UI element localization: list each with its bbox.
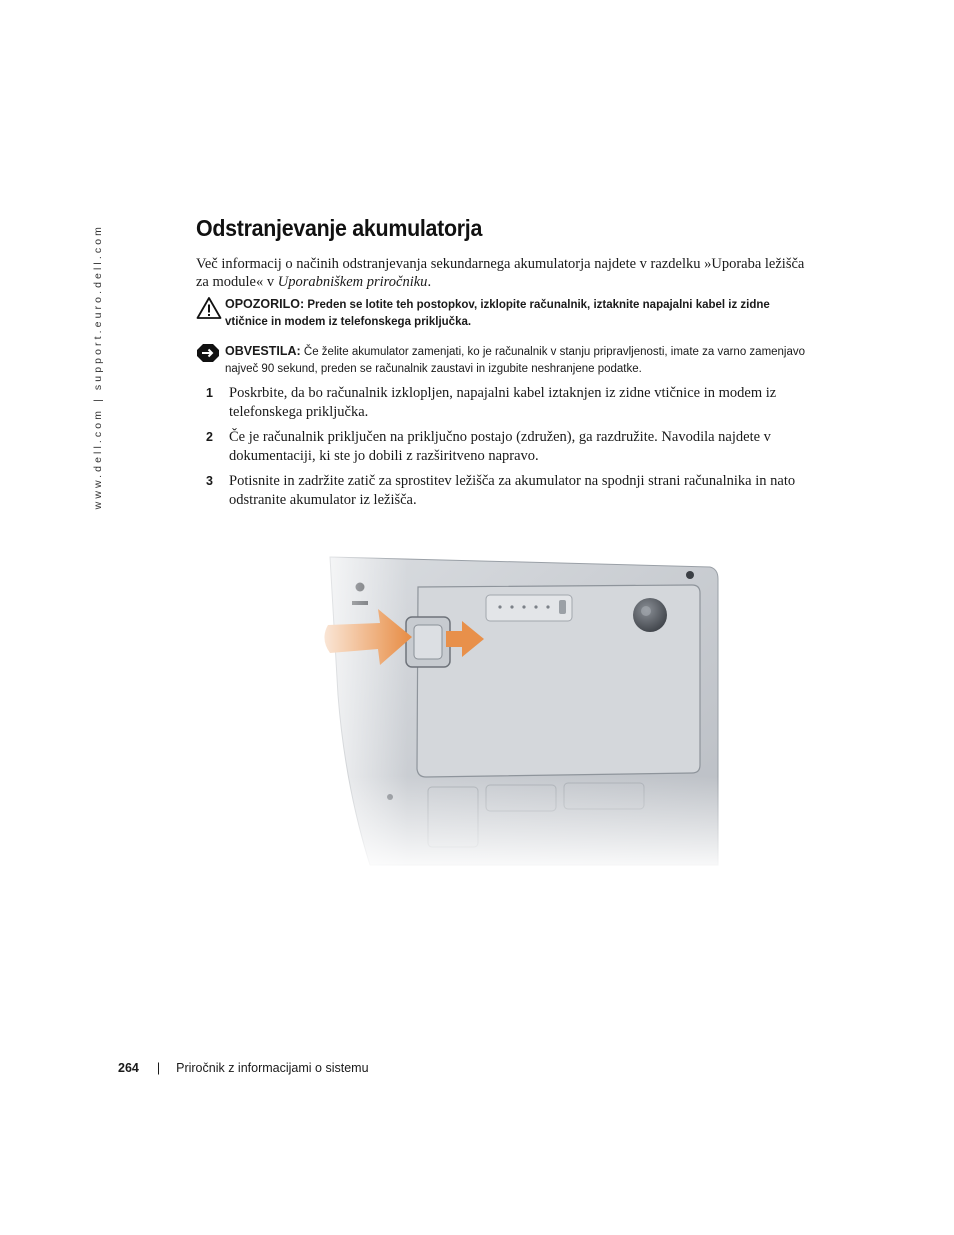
steps-list (196, 384, 814, 510)
step-text: Potisnite in zadržite zatič za sprostitev ležišča za akumulator na spodnji strani računalnika in nato odstranite akumulator iz ležišča. (229, 473, 796, 508)
notice-text: Če želite akumulator zamenjati, ko je računalnik v stanju pripravljenosti, imate za varno zamenjavo največ 90 sekund, preden se računalnik zaustavi in izgubite neshranjene podatke. (225, 346, 806, 375)
intro-text: Več informacij o načinih odstranjevanja sekundarnega akumulatorja najdete v razdelku »Uporaba ležišča za module« v (196, 256, 805, 290)
notice-stop-icon (196, 343, 220, 368)
page-number: 264 (118, 1061, 139, 1075)
list-item (196, 472, 814, 510)
step-text: Če je računalnik priključen na priključno postajo (združen), ga razdružite. Navodila najdete v dokumentaciji, ki ste jo dobili z razširitveno napravo. (229, 429, 771, 464)
manual-title: Priročnik z informacijami o sistemu (176, 1061, 369, 1075)
step-text: Poskrbite, da bo računalnik izklopljen, napajalni kabel iztaknjen iz zidne vtičnice in modem iz telefonskega priključka. (229, 385, 777, 420)
intro-paragraph (196, 255, 808, 291)
sidebar-url: www.dell.com | support.euro.dell.com (92, 224, 104, 510)
step-number: 1 (206, 386, 213, 400)
page-footer (118, 1061, 369, 1075)
footer-separator: | (156, 1061, 161, 1075)
warning-text: Preden se lotite teh postopkov, izklopite računalnik, iztaknite napajalni kabel iz zidne vtičnice in modem iz telefonskega priključka. (225, 299, 770, 328)
list-item (196, 384, 814, 428)
manual-reference: Uporabniškem priročniku (277, 274, 428, 290)
step-number: 2 (206, 430, 213, 444)
warning-text-block (225, 296, 815, 331)
list-item (196, 428, 814, 472)
warning-triangle-icon (196, 296, 222, 325)
section-title: Odstranjevanje akumulatorja (196, 215, 483, 241)
warning-label: OPOZORILO: (225, 297, 305, 311)
notice-text-block (225, 343, 815, 378)
step-number: 3 (206, 474, 213, 488)
intro-end: . (427, 274, 432, 290)
battery-removal-illustration (300, 545, 730, 880)
notice-label: OBVESTILA: (225, 344, 301, 358)
